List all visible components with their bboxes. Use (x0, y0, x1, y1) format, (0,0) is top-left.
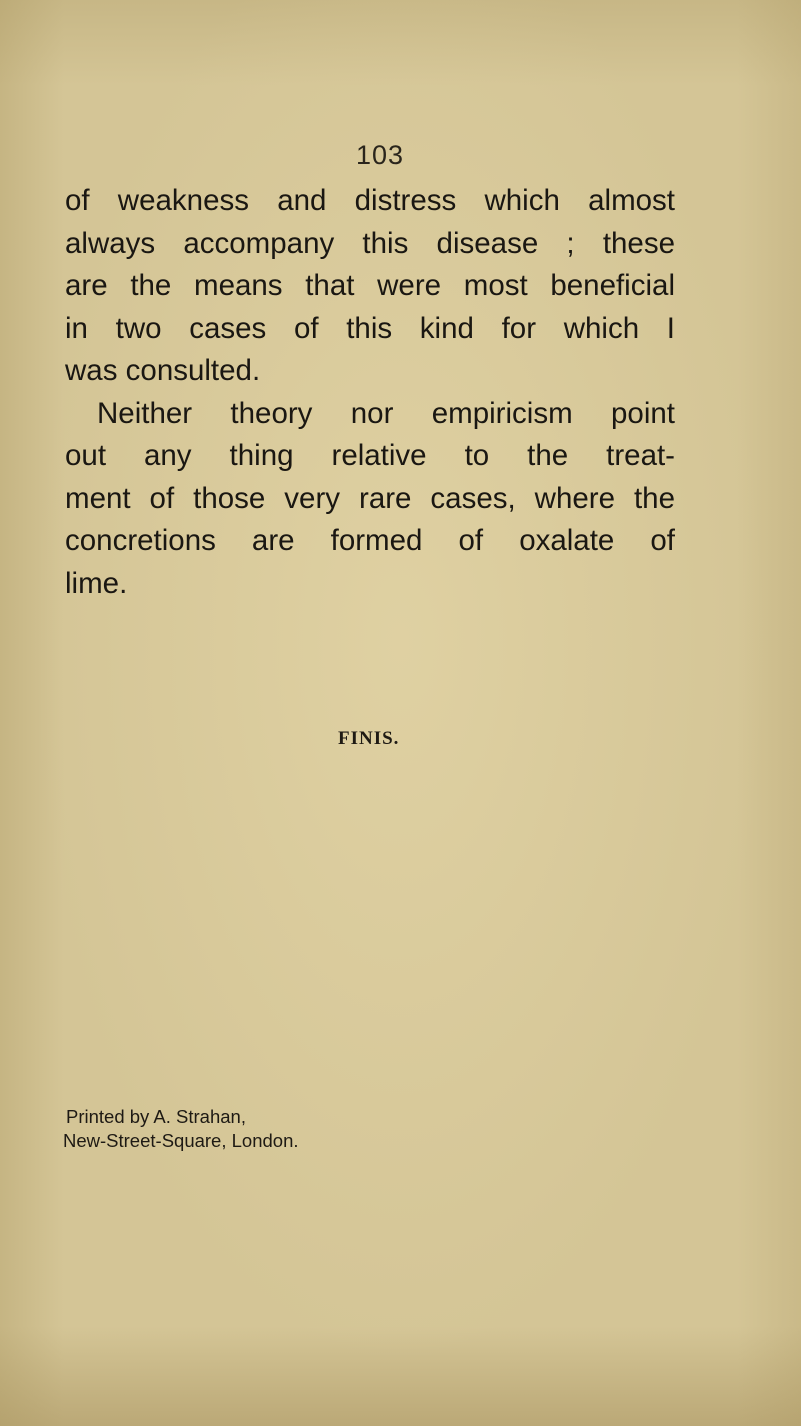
text-line: of weakness and distress which almost (65, 184, 675, 217)
text-line: in two cases of this kind for which I (65, 311, 675, 345)
page-number: 103 (355, 140, 405, 170)
text-line: ment of those very rare cases, where the (65, 481, 675, 515)
text-line: concretions are formed of oxalate of (65, 524, 675, 557)
text-line: lime. (65, 566, 128, 600)
text-line: always accompany this disease ; these (65, 226, 675, 260)
text-line: are the means that were most beneficial (65, 269, 675, 302)
text-line: out any thing relative to the treat- (65, 439, 675, 472)
body-text (65, 180, 675, 605)
finis-mark: FINIS. (338, 728, 400, 749)
imprint-printer: Printed by A. Strahan, (66, 1106, 246, 1127)
imprint-address: New-Street-Square, London. (63, 1130, 299, 1151)
printer-imprint (63, 1105, 299, 1153)
text-line: Neither theory nor empiricism point (97, 396, 675, 430)
text-line: was consulted. (65, 354, 261, 387)
